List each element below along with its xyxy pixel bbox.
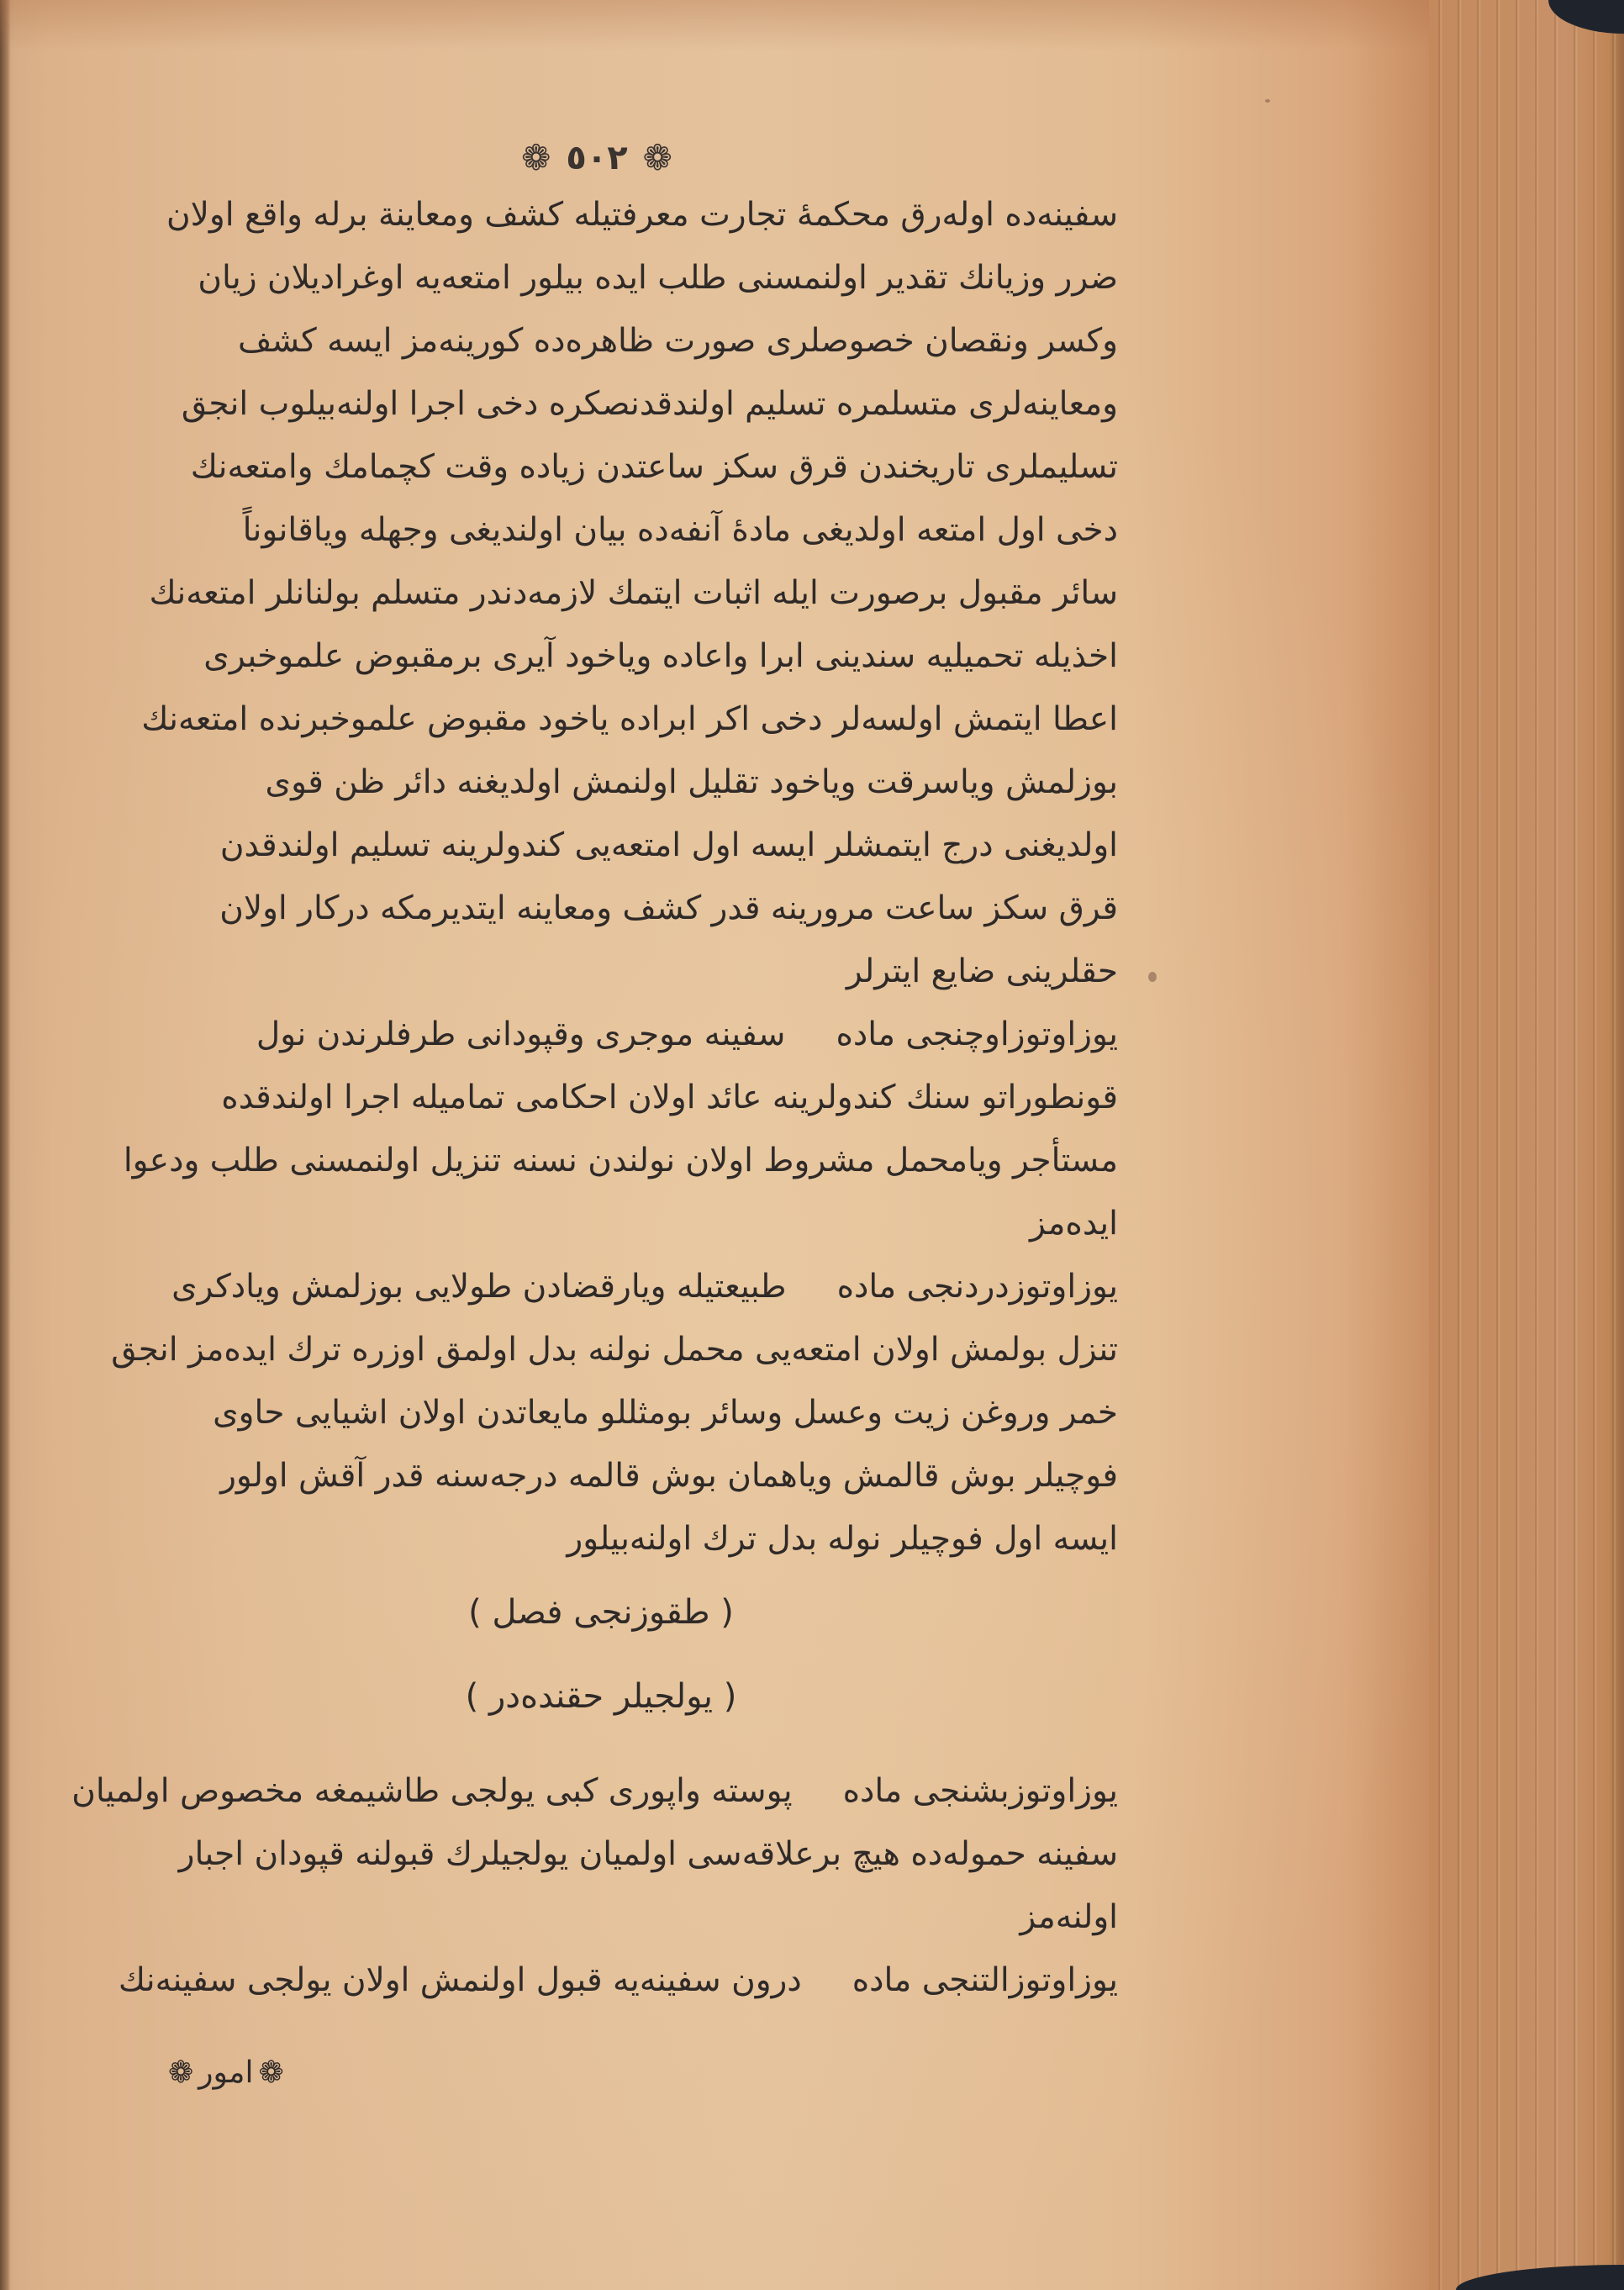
line-text: درون سفینه‌یه قبول اولنمش اولان یولجی سفینه‌نك	[118, 1960, 802, 1999]
text-line	[84, 1387, 1118, 1438]
text-line	[84, 757, 1118, 807]
text-line	[84, 631, 1118, 681]
line-text: مستأجر ویامحمل مشروط اولان نولندن نسنه تنزیل اولنمسنی طلب ودعوا	[123, 1141, 1118, 1179]
text-line	[84, 1324, 1118, 1375]
article-label: یوزاوتوزدردنجی ماده	[836, 1267, 1118, 1306]
line-text: حقلرینی ضایع ایترلر	[846, 952, 1118, 990]
text-line	[84, 1450, 1118, 1501]
article-134	[171, 1261, 1118, 1311]
text-line	[84, 1072, 1118, 1122]
line-text: ایسه اول فوچیلر نوله بدل ترك اولنه‌بیلور	[567, 1519, 1118, 1558]
line-text: تنزل بولمش اولان امتعه‌یی محمل نولنه بدل اولمق اوزره ترك ایده‌مز انجق	[111, 1330, 1118, 1369]
text-line	[84, 1135, 1118, 1185]
article-136	[119, 1955, 1118, 2005]
text-line	[84, 1828, 1118, 1879]
article-label: یوزاوتوزاوچنجی ماده	[836, 1015, 1118, 1053]
line-text: اعطا ایتمش اولسه‌لر دخی اکر ابراده یاخود مقبوض علموخبرنده امتعه‌نك	[141, 699, 1118, 738]
page-number: ٥٠٢	[566, 139, 628, 177]
line-text: اولدیغنی درج ایتمشلر ایسه اول امتعه‌یی کندولرینه تسلیم اولندقدن	[219, 826, 1118, 864]
text-line	[567, 1513, 1118, 1564]
line-text: خمر وروغن زیت وعسل وسائر بومثللو مایعاتدن اولان اشیایی حاوی	[213, 1393, 1118, 1432]
line-text: سائر مقبول برصورت ایله اثبات ایتمك لازمه‌دندر متسلم بولنانلر امتعه‌نك	[149, 573, 1118, 612]
line-text: اخذیله تحمیلیه سندینی ابرا واعاده ویاخود آیری برمقبوض علموخبری	[203, 636, 1118, 675]
section-heading: ( طقوزنجی فصل )	[468, 1593, 734, 1632]
line-text: وکسر ونقصان خصوصلری صورت ظاهره‌ده کورینه‌مز ایسه کشف	[237, 321, 1118, 360]
ornament-flower-icon: ❁	[168, 2055, 194, 2090]
line-text: قونطوراتو سنك کندولرینه عائد اولان احکامی تمامیله اجرا اولندقده	[221, 1078, 1118, 1116]
line-text: سفینه حموله‌ده هیچ برعلاقه‌سی اولمیان یولجیلرك قبولنه قپودان اجبار	[178, 1834, 1118, 1873]
page-left-edge	[0, 0, 10, 2290]
line-text: ضرر وزیانك تقدیر اولنمسنی طلب ایده بیلور امتعه‌یه اوغرادیلان زیان	[198, 258, 1118, 297]
page-top-shade	[0, 0, 1446, 50]
line-text: سفینه موجری وقپودانی طرفلرندن نول	[256, 1015, 786, 1053]
text-line	[84, 441, 1118, 492]
line-text: قرق سکز ساعت مرورینه قدر کشف ومعاینه ایتدیرمکه درکار اولان	[219, 889, 1118, 927]
article-label: یوزاوتوزالتنجی ماده	[852, 1960, 1118, 1999]
article-135	[71, 1765, 1118, 1816]
background-corner-top	[1548, 0, 1624, 34]
text-line	[846, 946, 1118, 996]
text-line	[84, 504, 1118, 555]
line-text: بوزلمش ویاسرقت ویاخود تقلیل اولنمش اولدیغنه دائر ظن قوی	[265, 762, 1118, 801]
ink-spot	[1148, 972, 1157, 982]
line-text: ایده‌مز	[1029, 1204, 1118, 1243]
ornament-flower-icon: ❁	[521, 137, 551, 178]
page-number-header	[496, 133, 698, 183]
text-line	[84, 694, 1118, 744]
line-text: اولنه‌مز	[1020, 1897, 1118, 1936]
text-line	[84, 567, 1118, 618]
article-label: یوزاوتوزبشنجی ماده	[842, 1771, 1118, 1810]
ornament-flower-icon: ❁	[642, 137, 672, 178]
text-line	[84, 315, 1118, 366]
background-corner-bottom	[1456, 2265, 1624, 2290]
text-line	[1030, 1198, 1118, 1248]
ornament-flower-icon: ❁	[258, 2055, 284, 2090]
line-text: دخی اول امتعه اولدیغی مادهٔ آنفه‌ده بیان اولندیغی وجهله ویاقانوناً	[242, 510, 1118, 549]
text-line	[84, 378, 1118, 429]
text-line	[1020, 1892, 1118, 1942]
line-text: ومعاینه‌لری متسلمره تسلیم اولندقدنصکره دخی اجرا اولنه‌بیلوب انجق	[181, 384, 1118, 423]
section-subheading: ( یولجیلر حقنده‌در )	[465, 1677, 737, 1716]
article-133	[256, 1009, 1118, 1059]
line-text: سفینه‌ده اوله‌رق محکمهٔ تجارت معرفتیله کشف ومعاینة برله واقع اولان	[166, 195, 1118, 234]
line-text: تسلیملری تاریخندن قرق سکز ساعتدن زیاده وقت کچمامك وامتعه‌نك	[190, 447, 1118, 486]
line-text: فوچیلر بوش قالمش ویاهمان بوش قالمه درجه‌سنه قدر آقش اولور	[220, 1456, 1118, 1495]
catchword	[168, 2055, 284, 2090]
text-line	[84, 883, 1118, 933]
line-text: پوسته واپوری کبی یولجی طاشیمغه مخصوص اولمیان	[71, 1771, 793, 1810]
text-line	[84, 189, 1118, 240]
ink-spot	[1265, 99, 1270, 103]
text-line	[84, 820, 1118, 870]
line-text: طبیعتیله ویارقضادن طولایی بوزلمش ویادکری	[171, 1267, 787, 1306]
book-page-edges	[1429, 0, 1624, 2290]
catchword-text: امور	[198, 2055, 254, 2090]
text-line	[84, 252, 1118, 303]
